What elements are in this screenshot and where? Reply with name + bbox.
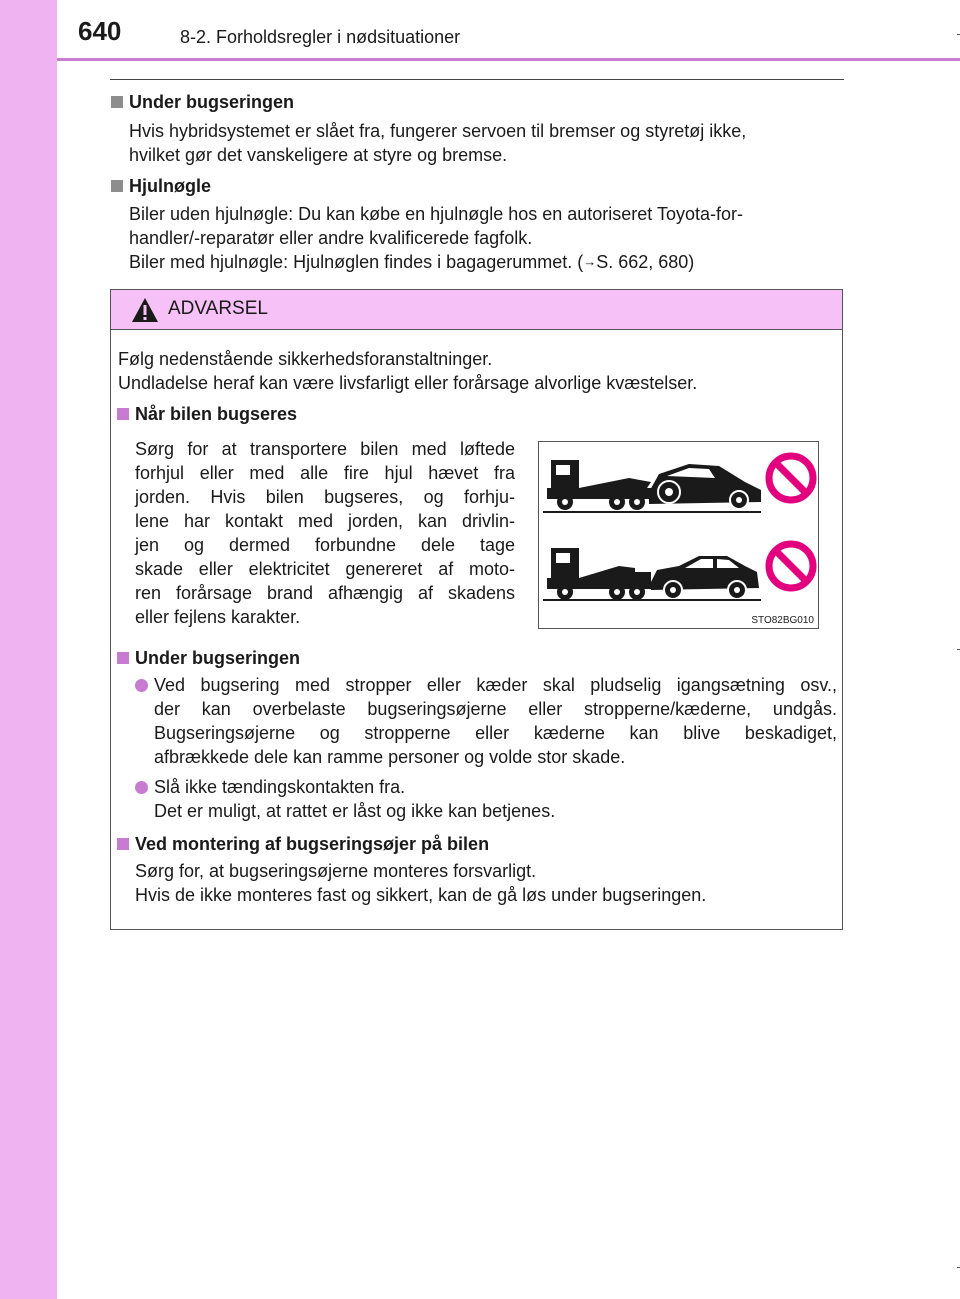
tow-truck-icon [547,460,655,510]
warning-intro: Følg nedenstående sikkerhedsforanstaltninger. Undladelse heraf kan være livsfarligt eller forårsage alvorlige kvæstelser. [118,349,698,393]
tow-truck-icon [547,548,651,600]
figure-code: STO82BG010 [751,615,814,626]
square-bullet-icon [117,838,129,850]
square-bullet-icon [117,408,129,420]
warning-paragraph-towing-eyelets: Sørg for, at bugseringsøjerne monteres forsvarligt. Hvis de ikke monteres fast og sikkert, kan de gå løs under bugseringen. [135,861,707,905]
prohibition-icon [769,456,813,500]
warning-heading-towing-eyelets: Ved montering af bugseringsøjer på bilen [117,833,489,855]
round-bullet-icon [135,781,148,794]
car-icon [651,556,759,599]
square-bullet-icon [117,652,129,664]
section-title: 8-2. Forholdsregler i nødsituationer [180,27,461,47]
warning-heading-when-towed: Når bilen bugseres [117,403,297,425]
top-rule [110,79,844,80]
warning-heading-during-towing: Under bugseringen [117,647,300,669]
towing-illustration [538,441,819,629]
warning-bullet-straps: Ved bugsering med stropper eller kæder skal pludselig igangsætning osv., der kan overbelaste bugseringsøjerne eller stropperne/kæderne, undgås. Bugseringsøjerne og stropperne eller kæderne kan blive beskadiget, afbrækkede dele kan ramme personer og volde stor skade. [135,673,837,769]
warning-bullet-ignition: Slå ikke tændingskontakten fra. Det er muligt, at rattet er låst og ikke kan betjenes. [135,775,837,823]
page-number: 640 [78,16,122,46]
warning-triangle-icon [131,297,159,323]
warning-header [111,290,842,330]
square-bullet-icon [111,180,123,192]
warning-paragraph-when-towed: Sørg for at transportere bilen med løftede forhjul eller med alle fire hjul hævet fra jorden. Hvis bilen bugseres, og forhju- lene har kontakt med jorden, kan drivlin- jen og dermed forbundne dele tage skade eller elektricitet genereret af moto- ren forårsage brand afhængig af skadens eller fejlens karakter. [135,439,515,627]
side-band [0,0,57,1299]
car-icon [649,464,761,509]
prohibition-icon [769,544,813,588]
round-bullet-icon [135,679,148,692]
warning-title: ADVARSEL [168,298,268,319]
intro-paragraph-towing: Hvis hybridsystemet er slået fra, fungerer servoen til bremser og styretøj ikke, hvilket gør det vanskeligere at styre og bremse. [129,121,747,165]
intro-heading-towing: Under bugseringen [111,91,294,113]
square-bullet-icon [111,96,123,108]
intro-paragraph-wheel-wrench: Biler uden hjulnøgle: Du kan købe en hjulnøgle hos en autoriseret Toyota-for- handler/-reparatør eller andre kvalificerede fagfolk. Biler med hjulnøgle: Hjulnøglen findes i bagagerummet. (→S. 662, 680) [129,204,744,272]
page-reference: Biler med hjulnøgle: Hjulnøglen findes i bagagerummet. (→S. 662, 680) [129,252,695,272]
towing-illustration-drawing [539,442,818,628]
arrow-right-icon: → [583,254,597,269]
intro-heading-wheel-wrench: Hjulnøgle [111,175,211,197]
